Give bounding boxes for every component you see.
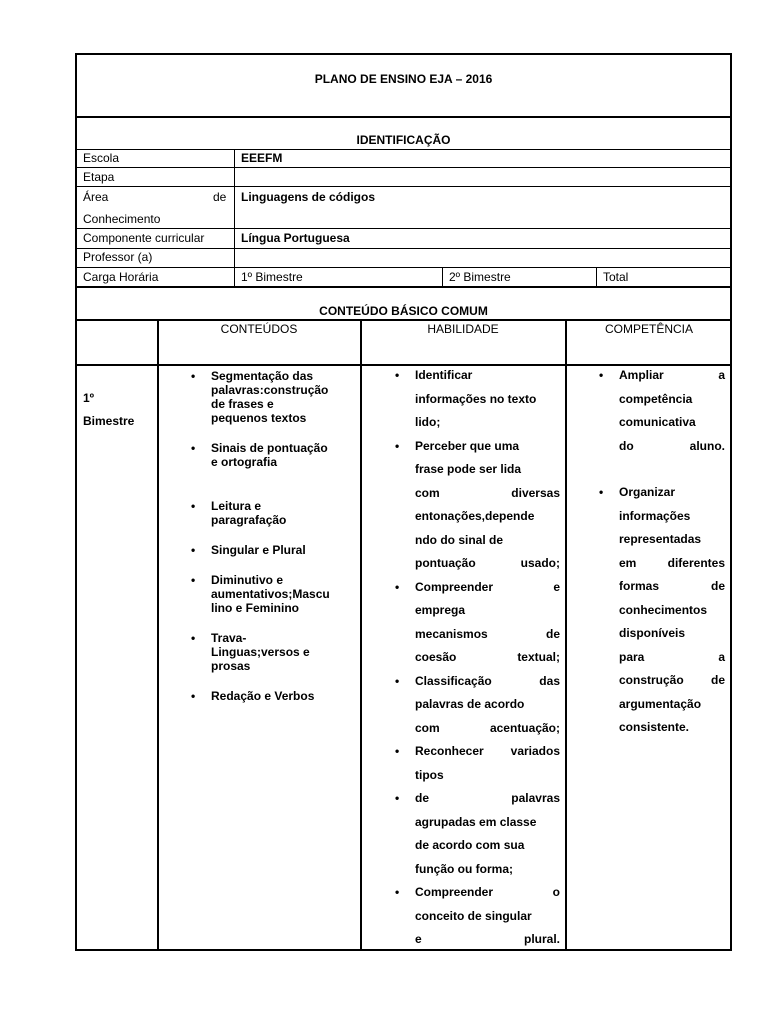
area-label-de: de	[213, 190, 227, 204]
bullet-icon: •	[191, 441, 196, 455]
divider	[75, 186, 732, 187]
column-header-habilidade: HABILIDADE	[427, 322, 499, 336]
conteudo-item: • Redação e Verbos	[191, 689, 315, 703]
divider	[75, 267, 732, 268]
divider	[75, 319, 732, 321]
conteudo-item: • Diminutivo e aumentativos;Mascu lino e Feminino	[191, 573, 330, 615]
bullet-icon: •	[191, 543, 196, 557]
habilidade-item: • Compreender o conceito de singular e plural.	[415, 881, 560, 952]
bullet-icon: •	[395, 791, 400, 805]
bullet-icon: •	[191, 631, 196, 645]
bullet-icon: •	[191, 573, 196, 587]
row-label-1: 1º	[83, 391, 95, 405]
total-label: Total	[603, 270, 629, 284]
competencia-item: • Organizar informações representadas em diferentes formas de conhecimentos disponíveis para a construção de argumentação consistente.	[619, 481, 725, 740]
area-value: Linguagens de códigos	[241, 190, 376, 204]
bullet-icon: •	[191, 689, 196, 703]
conteudo-item: • Leitura e paragrafação	[191, 499, 287, 527]
conteudo-item: • Singular e Plural	[191, 543, 306, 557]
page-title: PLANO DE ENSINO EJA – 2016	[314, 72, 493, 86]
professor-label: Professor (a)	[83, 250, 153, 264]
habilidade-item: • Perceber que uma frase pode ser lida com diversas entonações,depende ndo do sinal de pontuação usado;	[415, 435, 560, 576]
conteudos-list	[191, 369, 357, 719]
competencia-item: • Ampliar a competência comunicativa do aluno.	[619, 364, 725, 458]
bullet-icon: •	[395, 673, 400, 688]
area-label: Área	[83, 190, 109, 204]
componente-value: Língua Portuguesa	[241, 231, 350, 245]
bullet-icon: •	[395, 885, 400, 899]
bullet-icon: •	[395, 744, 400, 758]
bimestre2-label: 2º Bimestre	[449, 270, 511, 284]
habilidade-item: • Classificação das palavras de acordo com acentuação;	[415, 670, 560, 741]
bullet-icon: •	[395, 438, 400, 453]
componente-label: Componente curricular	[83, 231, 205, 245]
divider	[596, 267, 597, 286]
bullet-icon: •	[191, 499, 196, 513]
divider	[75, 286, 732, 288]
divider	[75, 167, 732, 168]
section-title-identificacao: IDENTIFICAÇÃO	[356, 133, 451, 147]
bullet-icon: •	[395, 368, 400, 382]
conteudo-item: • Segmentação das palavras:construção de frases e pequenos textos	[191, 369, 329, 425]
habilidade-item: • Identificar informações no texto lido;	[415, 364, 560, 435]
divider	[75, 248, 732, 249]
escola-value: EEEFM	[241, 151, 283, 165]
divider	[157, 319, 159, 951]
divider	[75, 149, 732, 150]
conteudo-item: • Trava- Linguas;versos e prosas	[191, 631, 310, 673]
habilidades-list	[395, 364, 560, 952]
column-header-conteudos: CONTEÚDOS	[220, 322, 298, 336]
habilidade-item: • Compreender e emprega mecanismos de coesão textual;	[415, 576, 560, 670]
divider	[565, 319, 567, 951]
bimestre1-label: 1º Bimestre	[241, 270, 303, 284]
bullet-icon: •	[599, 368, 604, 382]
conteudo-item: • Sinais de pontuação e ortografia	[191, 441, 328, 469]
section-title-conteudo: CONTEÚDO BÁSICO COMUM	[319, 304, 488, 318]
competencias-list	[599, 364, 725, 740]
escola-label: Escola	[83, 151, 120, 165]
bullet-icon: •	[395, 579, 400, 594]
divider	[360, 319, 362, 951]
divider	[75, 116, 732, 118]
carga-label: Carga Horária	[83, 270, 159, 284]
divider	[234, 149, 235, 286]
habilidade-item: • Reconhecer variados tipos	[415, 740, 560, 787]
bullet-icon: •	[191, 369, 196, 383]
divider	[442, 267, 443, 286]
habilidade-item: • de palavras agrupadas em classe de acordo com sua função ou forma;	[415, 787, 560, 881]
column-header-competencia: COMPETÊNCIA	[604, 322, 693, 336]
divider	[75, 228, 732, 229]
row-label-bimestre: Bimestre	[83, 414, 135, 428]
area-label-conhecimento: Conhecimento	[83, 212, 161, 226]
bullet-icon: •	[599, 485, 604, 499]
etapa-label: Etapa	[83, 170, 115, 184]
